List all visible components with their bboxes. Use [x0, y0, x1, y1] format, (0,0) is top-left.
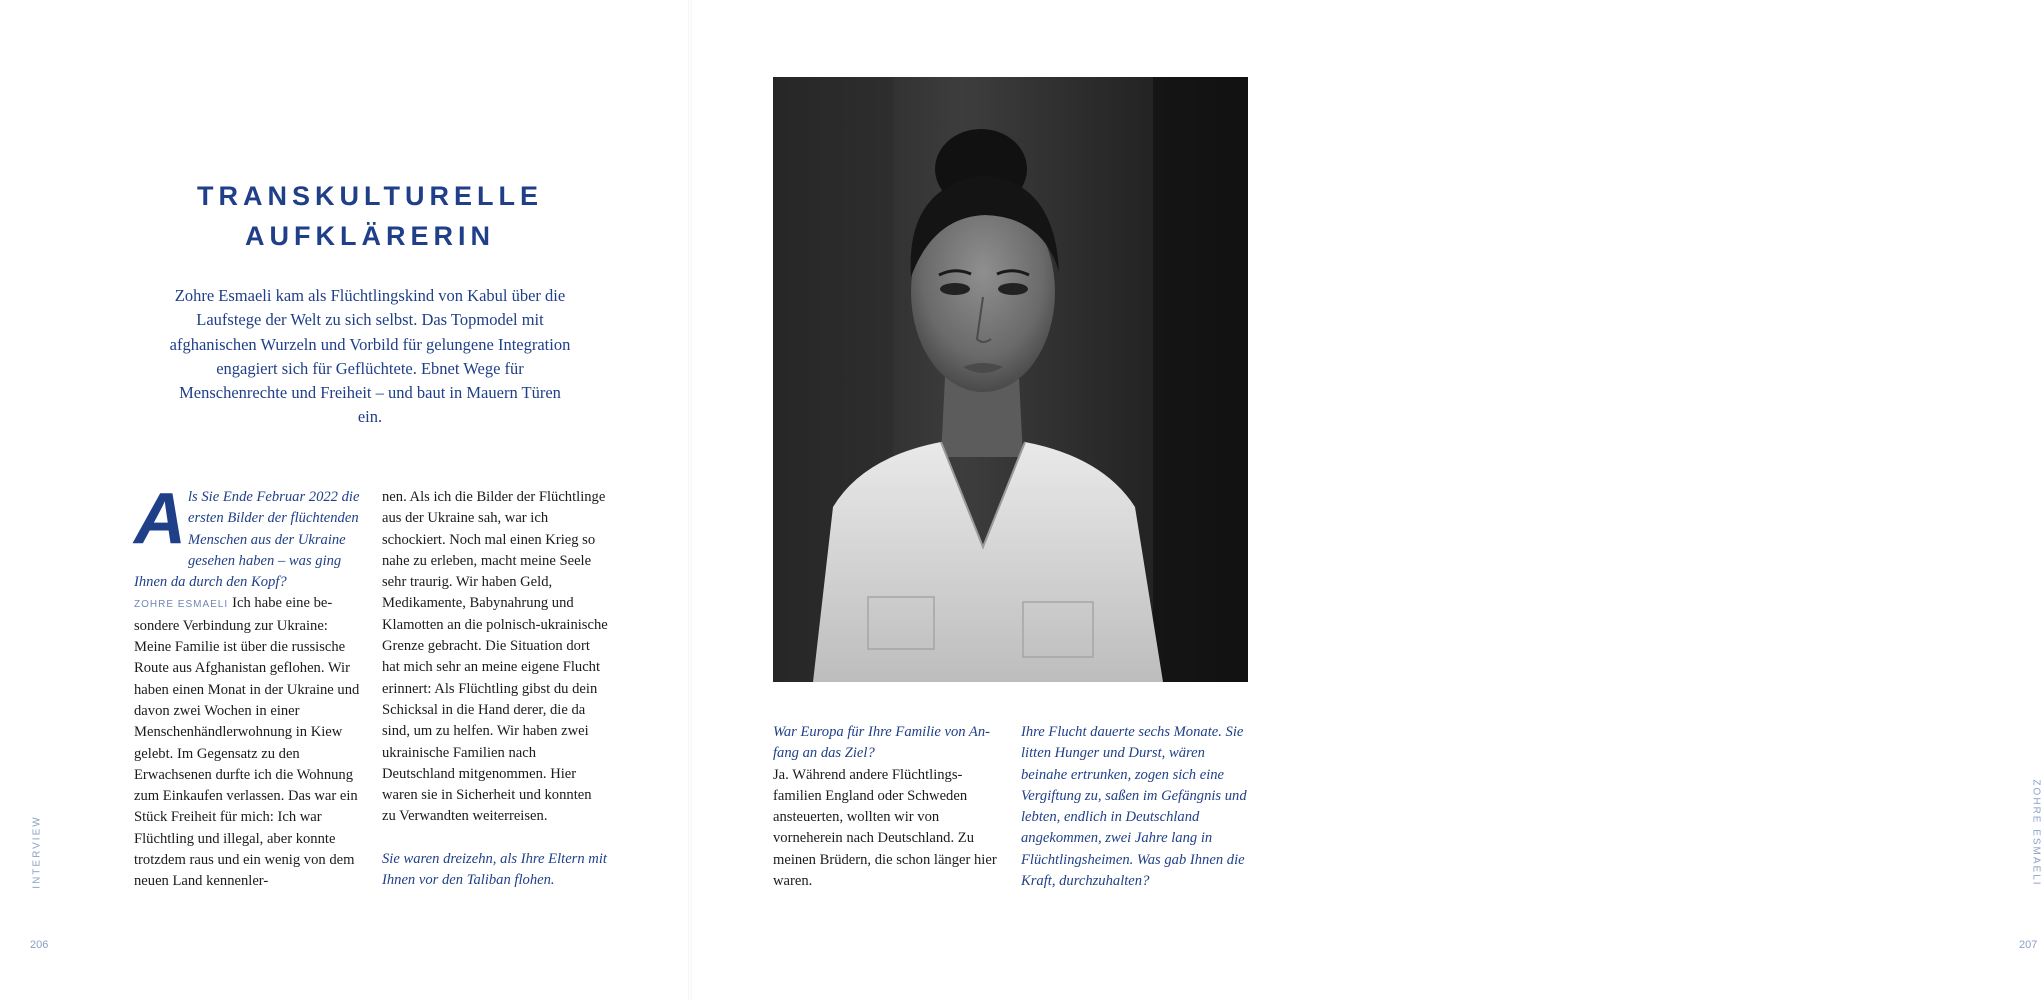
section-label: INTERVIEW: [31, 815, 43, 889]
drop-cap: A: [134, 479, 186, 559]
title-line-1: TRANSKULTURELLE: [197, 181, 543, 211]
question-1-text: ls Sie Ende Februar 2022 die ersten Bilder der flüchtenden Menschen aus der Ukraine gesehen haben – was ging Ihnen da durch den Kopf?: [134, 489, 360, 591]
article-title: [170, 176, 570, 256]
page-number-right: 207: [2019, 939, 2038, 951]
article-lead: Zohre Esmaeli kam als Flüchtlingskind von Kabul über die Laufstege der Welt zu sich selbst. Das Topmodel mit afghanischen Wurzeln und Vorbild für gelungene Integration engagiert sich für Geflüchtete. Ebnet Wege für Menschenrechte und Freiheit – und baut in Mauern Türen ein.: [169, 286, 571, 427]
question-3: War Europa für Ihre Familie von Anfang an das Ziel?: [773, 724, 991, 762]
speaker-label: ZOHRE ESMAELI: [134, 599, 229, 611]
question-4: Ihre Flucht dauerte sechs Monate. Sie litten Hunger und Durst, wären beinahe ertrunken, zogen sich eine Vergiftung zu, saßen im Gefängnis und lebten, endlich in Deutschland angekommen, zwei Jahre lang in Flüchtlingsheimen. Was gab Ihnen die Kraft, durchzuhalten?: [1021, 724, 1247, 890]
page-number-left: 206: [30, 939, 49, 951]
answer-1: [134, 593, 362, 892]
answer-1-text-part-1: Ich habe eine besondere Verbindung zur Ukraine: Meine Familie ist über die russische Route aus Afghanistan geflohen. Wir haben einen Monat in der Ukraine und davon zwei Wochen in einer Menschenhändlerwohnung in Kiew gelebt. Im Gegensatz zu den Erwachsenen durfte ich die Wohnung zum Einkaufen verlassen. Das war ein Stück Freiheit für mich: Ich war Flüchtling und illegal, aber konnte trotzdem raus und ein wenig von dem neuen Land kennenler-: [134, 595, 360, 890]
answer-1-continued: nen. Als ich die Bilder der Flüchtlinge aus der Ukraine sah, war ich schockiert. Noch mal einen Krieg so nahe zu erleben, macht meine Seele sehr traurig. Wir haben Geld, Medikamente, Babynahrung und Klamotten an die polnisch-ukrainische Grenze gebracht. Die Situation dort hat mich sehr an meine eigene Flucht erinnert: Als Flüchtling gibst du dein Schicksal in die Hand derer, die da sind, um zu helfen. Wir haben zwei ukrainische Familien nach Deutschland mitgenommen. Hier waren sie in Sicherheit und konnten zu Verwandten weiterreisen.: [382, 489, 608, 825]
title-line-2: AUFKLÄRERIN: [245, 221, 495, 251]
question-1: [134, 479, 362, 593]
text-column-1: [134, 479, 362, 893]
text-column-4: [1021, 722, 1251, 892]
interviewee-name-label: ZOHRE ESMAELI: [2030, 779, 2042, 887]
text-column-2: [382, 487, 608, 891]
left-page: [0, 0, 690, 1000]
question-2: Sie waren dreizehn, als Ihre Eltern mit Ihnen vor den Taliban flohen.: [382, 850, 607, 889]
answer-3: Ja. Während andere Flüchtlingsfamilien England oder Schweden ansteuerten, wollten wir von vorneherein nach Deutschland. Zu meinen Brüdern, die schon länger hier waren.: [773, 766, 997, 890]
text-column-3: [773, 722, 1005, 892]
